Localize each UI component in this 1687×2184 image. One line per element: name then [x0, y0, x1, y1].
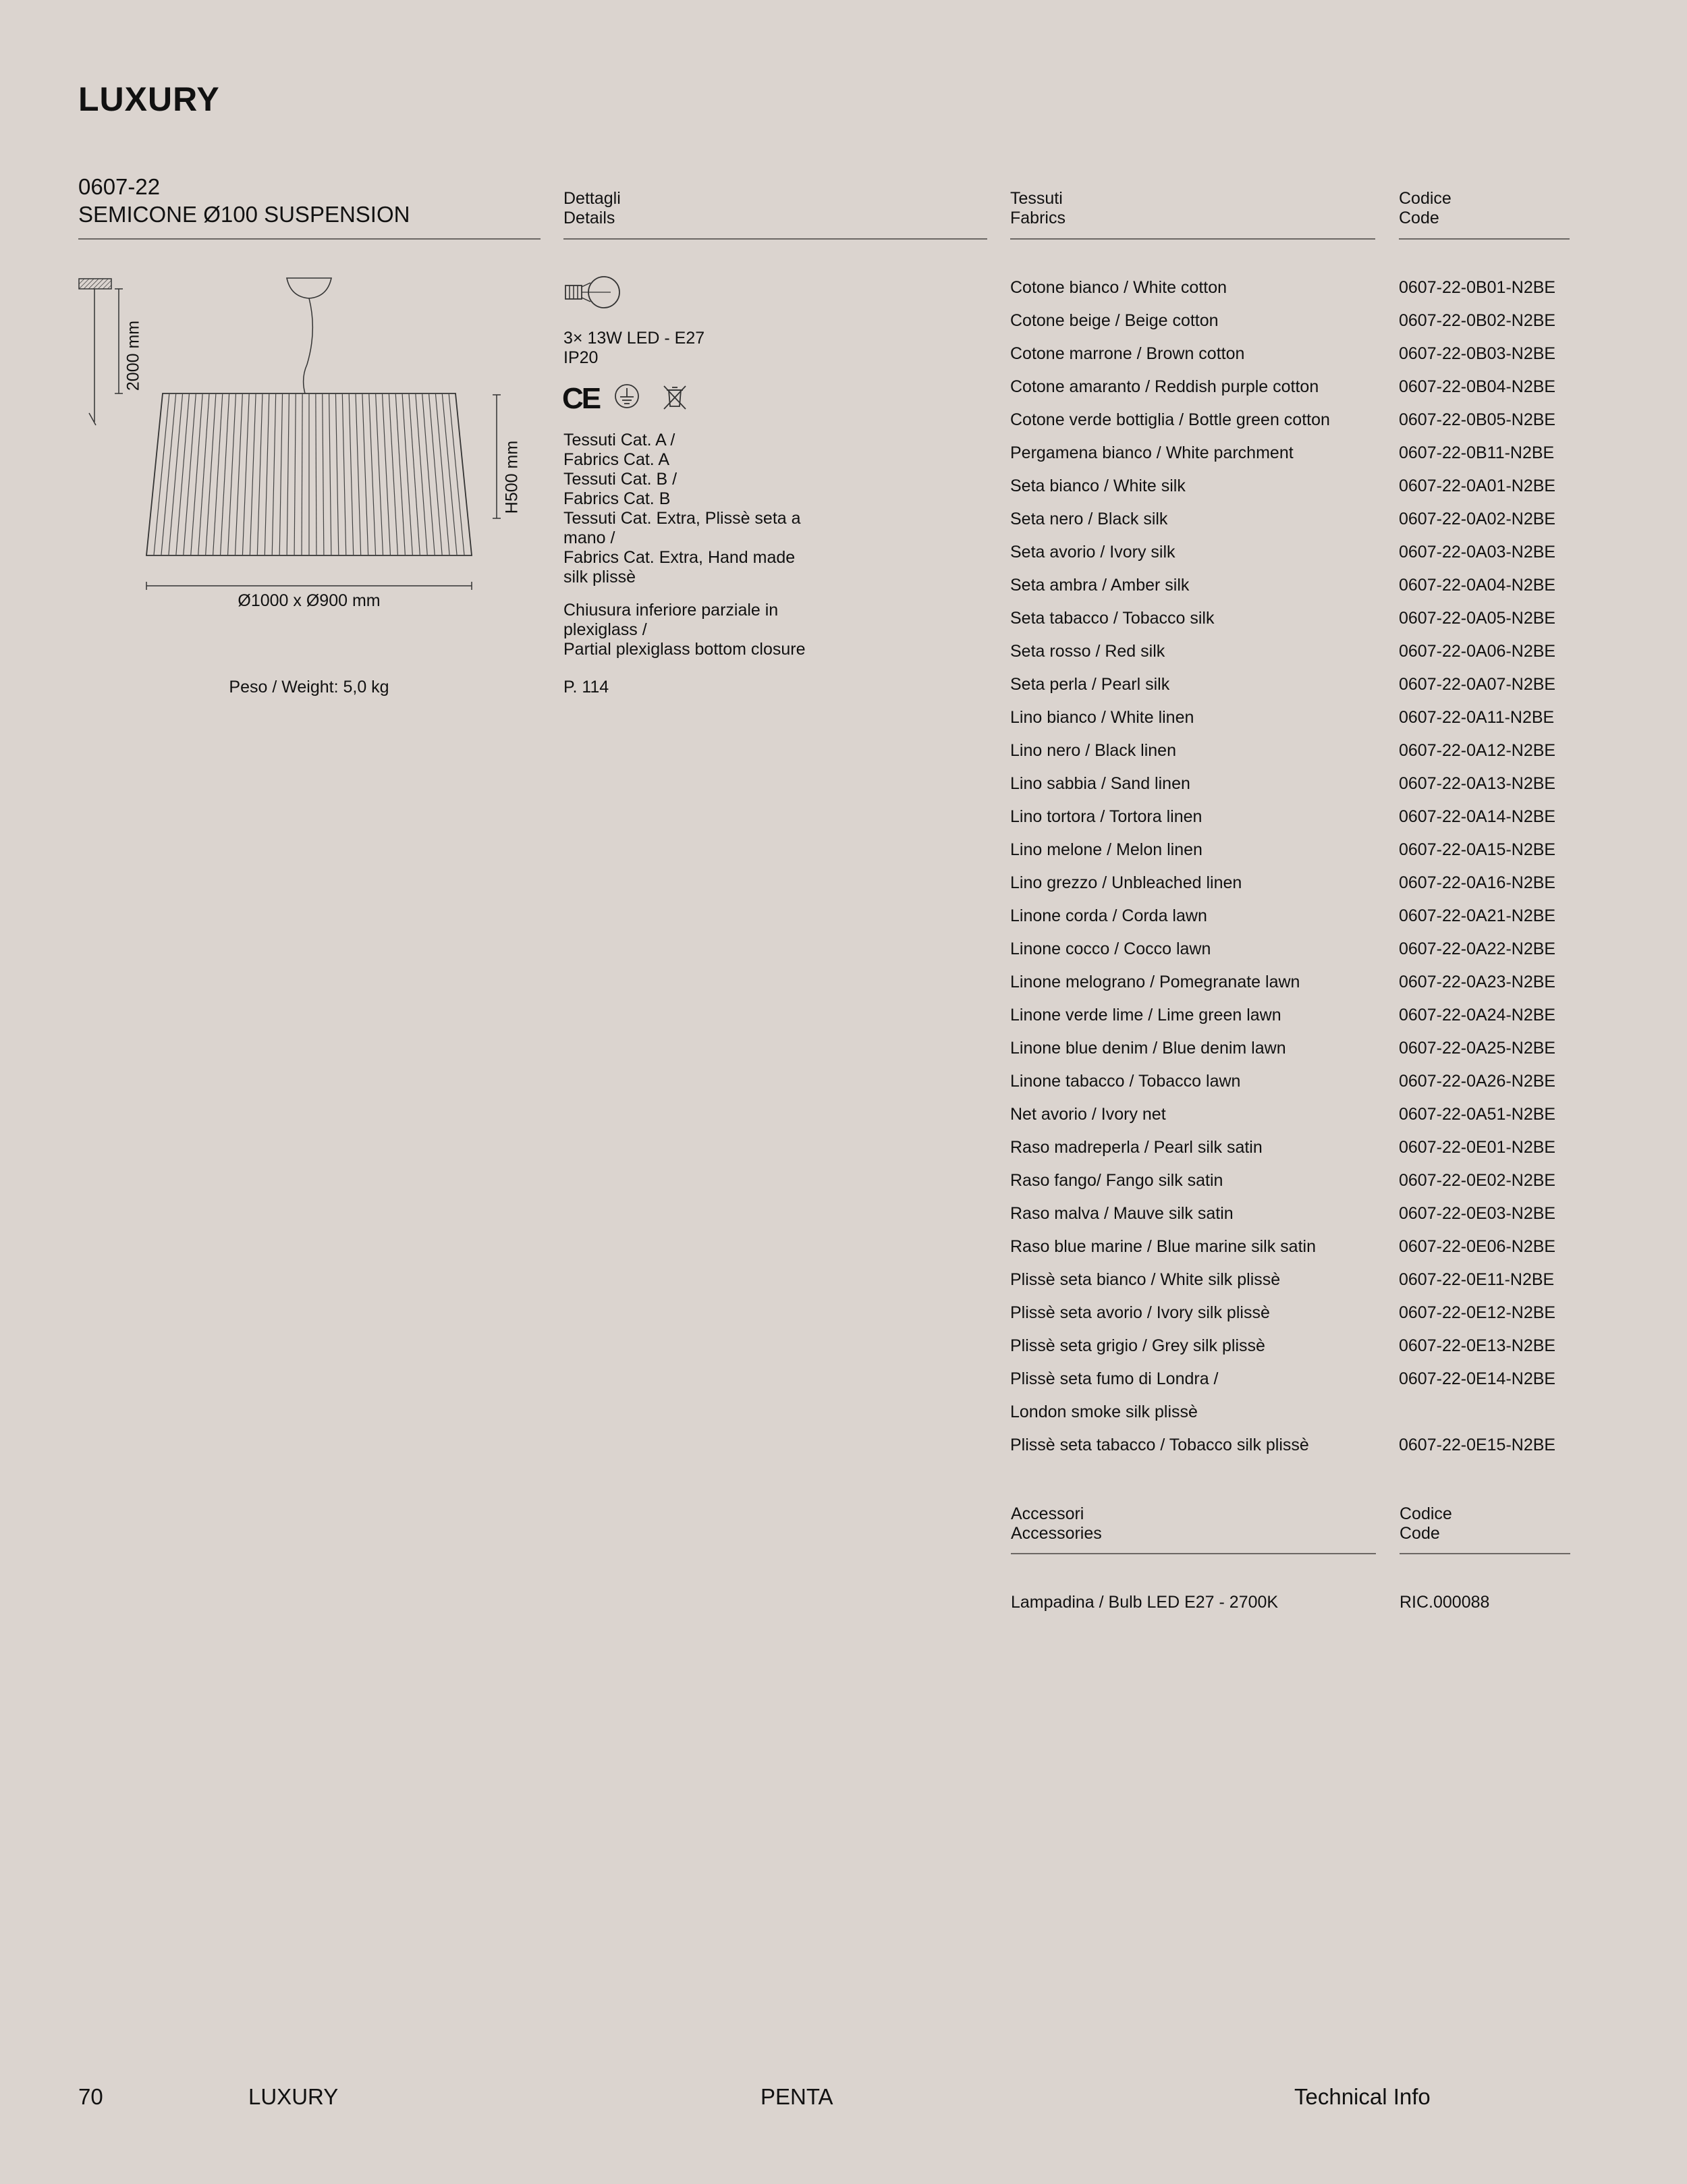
shade-pleat	[416, 393, 427, 555]
diameter-label: Ø1000 x Ø900 mm	[238, 591, 381, 610]
fabric-code: 0607-22-0A02-N2BE	[1399, 510, 1556, 528]
shade-pleat	[376, 393, 383, 555]
fabric-code: 0607-22-0B11-N2BE	[1399, 443, 1555, 462]
fabric-label: Lino sabbia / Sand linen	[1010, 774, 1190, 793]
fabric-cat-line: Tessuti Cat. B /	[563, 470, 677, 489]
fabric-code: 0607-22-0A04-N2BE	[1399, 576, 1556, 595]
shade-pleat	[369, 393, 376, 555]
accessories-heading-it: Accessori	[1011, 1504, 1084, 1523]
shade-pleat	[389, 393, 397, 555]
fabric-label: Seta perla / Pearl silk	[1010, 675, 1170, 694]
fabric-code: 0607-22-0B04-N2BE	[1399, 377, 1556, 396]
fabric-code: 0607-22-0E02-N2BE	[1399, 1171, 1556, 1190]
ce-mark-icon: CE	[562, 382, 600, 415]
fabrics-divider	[1010, 238, 1375, 240]
fabric-cat-line: Fabrics Cat. B	[563, 489, 671, 508]
closure-line: Chiusura inferiore parziale in	[563, 601, 779, 620]
earth-ground-icon	[614, 383, 641, 410]
fabric-label: Seta rosso / Red silk	[1010, 642, 1165, 661]
shade-pleat	[265, 393, 269, 555]
shade-pleat	[154, 393, 169, 555]
shade-pleat	[257, 393, 262, 555]
fabric-label: Seta nero / Black silk	[1010, 510, 1168, 528]
fabric-label: Linone verde lime / Lime green lawn	[1010, 1006, 1281, 1025]
product-name: SEMICONE Ø100 SUSPENSION	[78, 202, 410, 227]
shade-pleat	[176, 393, 190, 555]
fabric-code: 0607-22-0A15-N2BE	[1399, 840, 1556, 859]
height-label: 2000 mm	[123, 320, 143, 391]
fabric-code: 0607-22-0E15-N2BE	[1399, 1436, 1556, 1454]
lamp-shade	[146, 393, 472, 555]
shade-pleat	[198, 393, 209, 555]
fabric-label: Plissè seta bianco / White silk plissè	[1010, 1270, 1281, 1289]
fabric-code: 0607-22-0B02-N2BE	[1399, 311, 1556, 330]
fabric-label: Raso fango/ Fango silk satin	[1010, 1171, 1223, 1190]
fabric-label: Lino tortora / Tortora linen	[1010, 807, 1202, 826]
fabric-label: Linone tabacco / Tobacco lawn	[1010, 1072, 1241, 1091]
diameter-dimension-line	[146, 582, 472, 590]
fabric-label: Cotone amaranto / Reddish purple cotton	[1010, 377, 1319, 396]
fabric-label: Plissè seta tabacco / Tobacco silk plissè	[1010, 1436, 1309, 1454]
shade-pleat	[161, 393, 176, 555]
fabric-code: 0607-22-0A26-N2BE	[1399, 1072, 1556, 1091]
weight-label: Peso / Weight: 5,0 kg	[229, 678, 389, 697]
bulb-icon	[563, 273, 624, 310]
shade-pleat	[362, 393, 368, 555]
fabric-label: Linone melograno / Pomegranate lawn	[1010, 973, 1300, 991]
shade-pleat	[449, 393, 464, 555]
accessories-heading	[1011, 1504, 1102, 1544]
shade-pleat	[294, 393, 296, 555]
shade-pleat	[409, 393, 420, 555]
fabric-code: 0607-22-0A16-N2BE	[1399, 873, 1556, 892]
fabric-cat-line: Fabrics Cat. A	[563, 450, 669, 469]
fabric-code: 0607-22-0A12-N2BE	[1399, 741, 1556, 760]
product-code: 0607-22	[78, 174, 161, 199]
accessories-code-heading	[1400, 1504, 1452, 1544]
fabric-label: Cotone beige / Beige cotton	[1010, 311, 1219, 330]
shade-pleat	[184, 393, 196, 555]
fabric-label: Linone corda / Corda lawn	[1010, 906, 1207, 925]
fabric-label: Seta ambra / Amber silk	[1010, 576, 1190, 595]
fabric-label: Cotone bianco / White cotton	[1010, 278, 1227, 297]
page-number: 70	[78, 2084, 103, 2109]
shade-pleat	[169, 393, 183, 555]
details-heading-en: Details	[563, 209, 615, 227]
no-bin-icon	[661, 383, 688, 410]
fabric-cat-line: silk plissè	[563, 568, 636, 586]
fabric-code: 0607-22-0A25-N2BE	[1399, 1039, 1556, 1058]
closure-line: plexiglass /	[563, 620, 647, 639]
shade-pleat	[191, 393, 202, 555]
details-heading	[563, 189, 621, 228]
shade-pleat	[221, 393, 229, 555]
shade-pleat	[323, 393, 324, 555]
closure-line: Partial plexiglass bottom closure	[563, 640, 806, 659]
shade-pleat	[272, 393, 275, 555]
fabric-label: Raso malva / Mauve silk satin	[1010, 1204, 1234, 1223]
details-heading-it: Dettagli	[563, 189, 621, 208]
fabric-label: Cotone verde bottiglia / Bottle green cotton	[1010, 410, 1330, 429]
fabric-label: Lino grezzo / Unbleached linen	[1010, 873, 1242, 892]
shade-pleat	[356, 393, 361, 555]
fabric-categories	[563, 431, 801, 587]
fabric-cat-line: Tessuti Cat. A /	[563, 431, 675, 449]
fabric-code: 0607-22-0E12-N2BE	[1399, 1303, 1556, 1322]
fabric-label: Seta bianco / White silk	[1010, 476, 1186, 495]
fabric-label: Plissè seta grigio / Grey silk plissè	[1010, 1336, 1265, 1355]
fabric-code: 0607-22-0A24-N2BE	[1399, 1006, 1556, 1025]
accessory-label: Lampadina / Bulb LED E27 - 2700K	[1011, 1593, 1279, 1612]
shade-pleat	[342, 393, 345, 555]
fabric-code: 0607-22-0A01-N2BE	[1399, 476, 1556, 495]
shade-pleat	[329, 393, 331, 555]
shade-pleat	[435, 393, 449, 555]
fabric-label: Net avorio / Ivory net	[1010, 1105, 1166, 1124]
fabric-label: Seta tabacco / Tobacco silk	[1010, 609, 1215, 628]
shade-height-label: H500 mm	[502, 440, 522, 514]
shade-pleat	[335, 393, 338, 555]
fabric-label: Pergamena bianco / White parchment	[1010, 443, 1294, 462]
fabric-label: Plissè seta avorio / Ivory silk plissè	[1010, 1303, 1270, 1322]
fabric-code: 0607-22-0A11-N2BE	[1399, 708, 1555, 727]
accessories-code-heading-it: Codice	[1400, 1504, 1452, 1523]
fabric-label: Lino melone / Melon linen	[1010, 840, 1202, 859]
accessories-divider	[1011, 1553, 1376, 1554]
fabric-code: 0607-22-0E13-N2BE	[1399, 1336, 1556, 1355]
bulb-spec: 3× 13W LED - E27	[563, 329, 705, 348]
shade-pleat	[383, 393, 391, 555]
fabric-cat-line: Tessuti Cat. Extra, Plissè seta a	[563, 509, 801, 528]
accessory-code: RIC.000088	[1400, 1593, 1490, 1612]
accessories-code-divider	[1400, 1553, 1570, 1554]
page-title: LUXURY	[78, 80, 220, 118]
height-dimension-line	[115, 289, 123, 393]
fabrics-heading	[1010, 189, 1066, 228]
fabric-code: 0607-22-0A22-N2BE	[1399, 939, 1556, 958]
fabric-code: 0607-22-0B01-N2BE	[1399, 278, 1556, 297]
canopy	[287, 278, 331, 393]
fabric-label: Plissè seta fumo di Londra /	[1010, 1369, 1219, 1388]
shade-height-dimension	[493, 395, 501, 518]
fabric-code: 0607-22-0E14-N2BE	[1399, 1369, 1556, 1388]
fabric-code: 0607-22-0A06-N2BE	[1399, 642, 1556, 661]
fabric-code: 0607-22-0A13-N2BE	[1399, 774, 1556, 793]
shade-pleat	[422, 393, 435, 555]
closure-info	[563, 601, 806, 659]
fabric-code: 0607-22-0E11-N2BE	[1399, 1270, 1555, 1289]
fabric-code: 0607-22-0A05-N2BE	[1399, 609, 1556, 628]
shade-pleat	[349, 393, 354, 555]
fabric-label: Lino nero / Black linen	[1010, 741, 1176, 760]
fabric-cat-line: Fabrics Cat. Extra, Hand made	[563, 548, 796, 567]
code-divider	[1399, 238, 1570, 240]
fabric-label: Raso madreperla / Pearl silk satin	[1010, 1138, 1263, 1157]
details-divider	[563, 238, 987, 240]
footer-info: Technical Info	[1294, 2084, 1431, 2109]
fabrics-heading-it: Tessuti	[1010, 189, 1063, 208]
page-reference[interactable]: P. 114	[563, 678, 609, 697]
fabrics-heading-en: Fabrics	[1010, 209, 1066, 227]
shade-pleat	[287, 393, 289, 555]
shade-pleat	[228, 393, 236, 555]
fabric-label: London smoke silk plissè	[1010, 1402, 1198, 1421]
shade-pleat	[279, 393, 282, 555]
fabric-label: Lino bianco / White linen	[1010, 708, 1194, 727]
fabric-code: 0607-22-0A23-N2BE	[1399, 973, 1556, 991]
fabric-code: 0607-22-0B05-N2BE	[1399, 410, 1556, 429]
shade-pleat	[242, 393, 249, 555]
footer-brand: PENTA	[760, 2084, 833, 2109]
fabric-label: Linone cocco / Cocco lawn	[1010, 939, 1211, 958]
ip-rating: IP20	[563, 348, 599, 367]
shade-pleat	[442, 393, 457, 555]
shade-pleat	[250, 393, 256, 555]
fabric-label: Cotone marrone / Brown cotton	[1010, 344, 1245, 363]
fabric-cat-line: mano /	[563, 528, 615, 547]
fabric-label: Seta avorio / Ivory silk	[1010, 543, 1176, 562]
shade-pleat	[235, 393, 242, 555]
fabric-code: 0607-22-0B03-N2BE	[1399, 344, 1556, 363]
fabric-code: 0607-22-0A03-N2BE	[1399, 543, 1556, 562]
code-heading-it: Codice	[1399, 189, 1451, 208]
ceiling-mount-icon	[79, 279, 111, 425]
fabric-label: Linone blue denim / Blue denim lawn	[1010, 1039, 1286, 1058]
code-heading-en: Code	[1399, 209, 1439, 227]
fabric-code: 0607-22-0A21-N2BE	[1399, 906, 1556, 925]
fabric-code: 0607-22-0E01-N2BE	[1399, 1138, 1556, 1157]
shade-pleat	[429, 393, 443, 555]
code-heading	[1399, 189, 1451, 228]
fabric-code: 0607-22-0A51-N2BE	[1399, 1105, 1556, 1124]
accessories-code-heading-en: Code	[1400, 1524, 1440, 1543]
footer-section: LUXURY	[248, 2084, 339, 2109]
fabric-code: 0607-22-0A14-N2BE	[1399, 807, 1556, 826]
fabric-code: 0607-22-0E06-N2BE	[1399, 1237, 1556, 1256]
fabric-label: Raso blue marine / Blue marine silk satin	[1010, 1237, 1316, 1256]
fabric-code: 0607-22-0A07-N2BE	[1399, 675, 1556, 694]
accessories-heading-en: Accessories	[1011, 1524, 1102, 1543]
fabric-code: 0607-22-0E03-N2BE	[1399, 1204, 1556, 1223]
